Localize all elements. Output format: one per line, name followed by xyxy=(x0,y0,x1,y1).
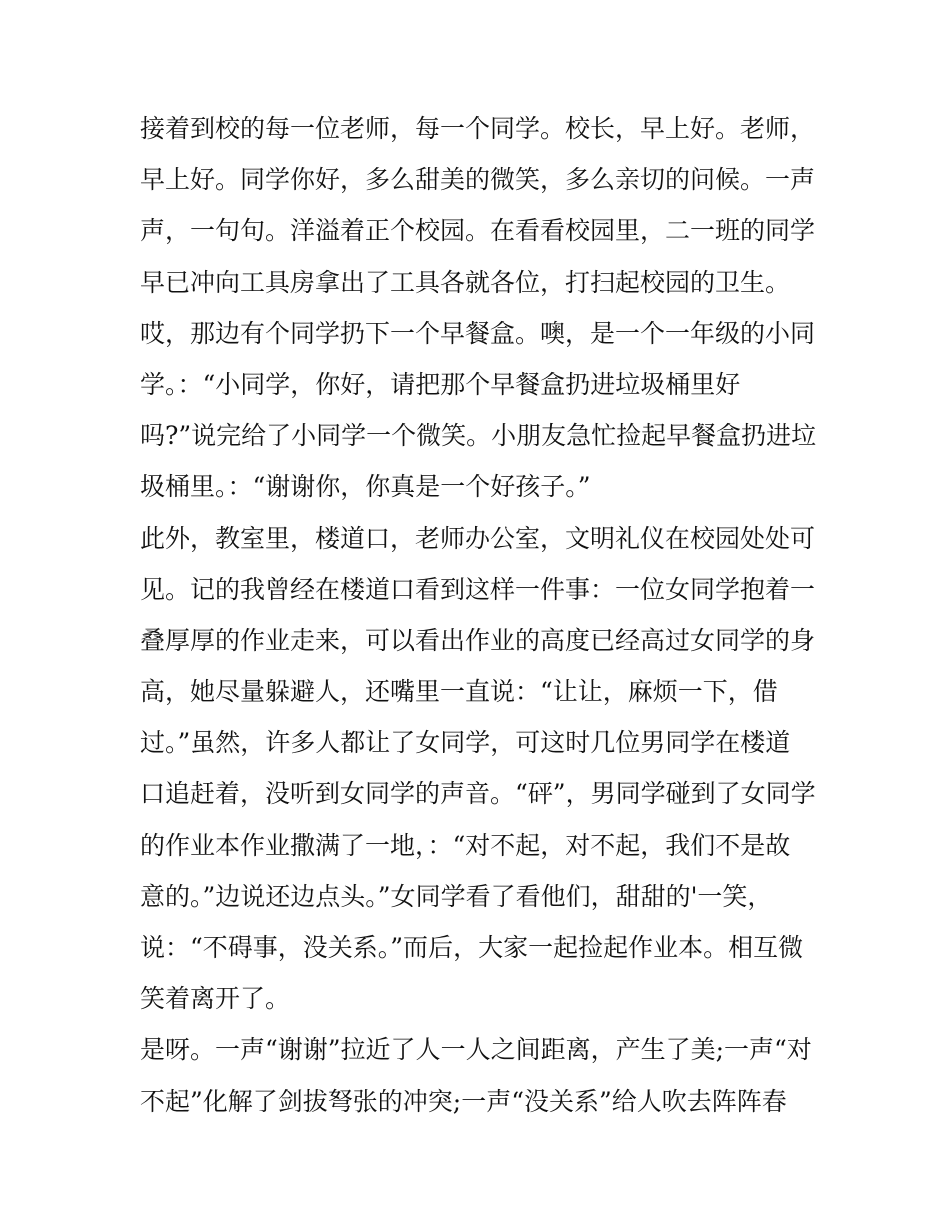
text-line: 早上好。同学你好，多么甜美的微笑，多么亲切的问候。一声 xyxy=(140,165,816,195)
text-line: 是呀。一声“谢谢”拉近了人一人之间距离，产生了美;一声“对 xyxy=(140,1035,812,1065)
text-line: 口追赶着，没听到女同学的声音。“砰”，男同学碰到了女同学 xyxy=(140,779,816,809)
text-line: 接着到校的每一位老师，每一个同学。校长，早上好。老师， xyxy=(140,114,816,143)
text-line: 此外，教室里，楼道口，老师办公室，文明礼仪在校园处处可 xyxy=(140,523,816,553)
text-line: 的作业本作业撒满了一地，：“对不起，对不起，我们不是故 xyxy=(140,830,791,860)
text-line: 高，她尽量躲避人，还嘴里一直说：“让让，麻烦一下，借 xyxy=(140,677,778,707)
text-line: 圾桶里。：“谢谢你，你真是一个好孩子。” xyxy=(140,472,591,502)
text-line: 见。记的我曾经在楼道口看到这样一件事：一位女同学抱着一 xyxy=(140,574,816,604)
text-line: 声，一句句。洋溢着正个校园。在看看校园里，二一班的同学 xyxy=(140,216,816,246)
document-body xyxy=(140,103,820,1127)
text-line: 哎，那边有个同学扔下一个早餐盒。噢，是一个一年级的小同 xyxy=(140,318,816,348)
text-line: 吗?”说完给了小同学一个微笑。小朋友急忙捡起早餐盒扔进垃 xyxy=(140,421,817,451)
text-line: 早已冲向工具房拿出了工具各就各位，打扫起校园的卫生。 xyxy=(140,267,791,297)
text-line: 意的。”边说还边点头。”女同学看了看他们，甜甜的'一笑， xyxy=(140,881,773,911)
text-line: 过。”虽然，许多人都让了女同学，可这时几位男同学在楼道 xyxy=(140,728,791,758)
text-line: 叠厚厚的作业走来，可以看出作业的高度已经高过女同学的身 xyxy=(140,625,816,655)
text-line: 笑着离开了。 xyxy=(140,984,291,1014)
text-line: 不起”化解了剑拔弩张的冲突;一声“没关系”给人吹去阵阵春 xyxy=(140,1086,787,1116)
text-line: 学。：“小同学，你好，请把那个早餐盒扔进垃圾桶里好 xyxy=(140,369,741,399)
text-line: 说：“不碍事，没关系。”而后，大家一起捡起作业本。相互微 xyxy=(140,933,804,962)
